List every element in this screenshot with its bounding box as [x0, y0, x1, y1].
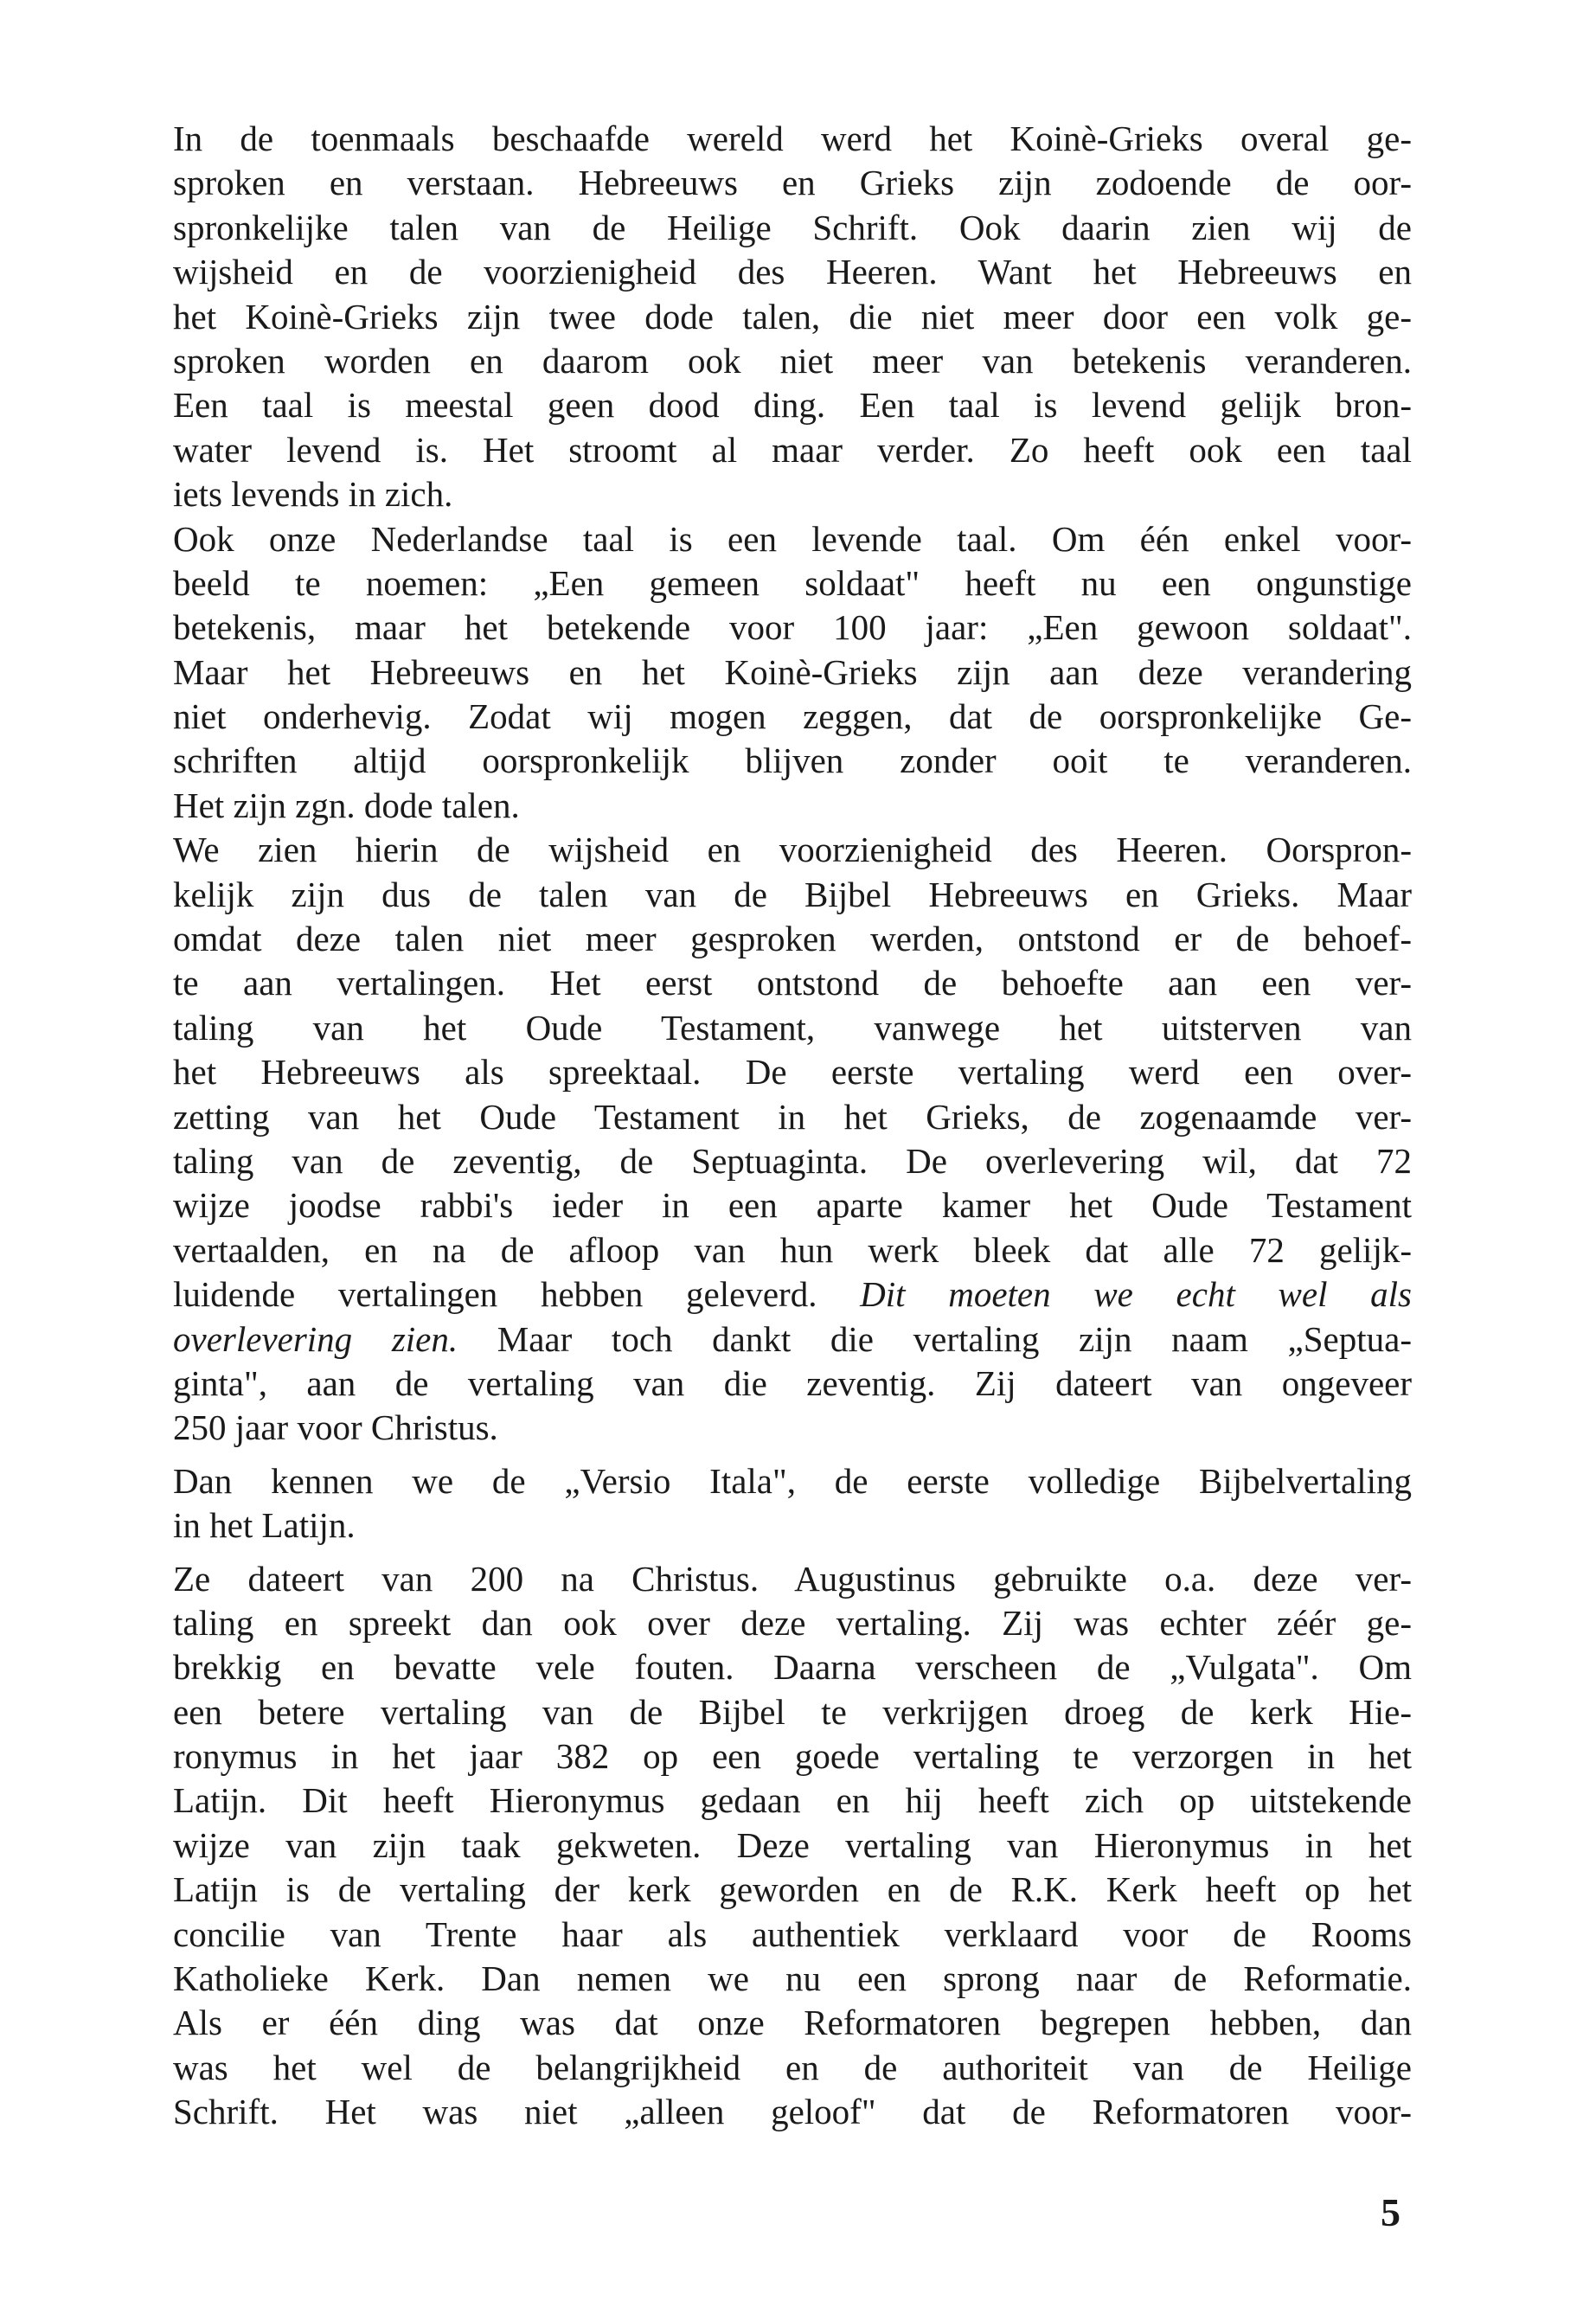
- text-line: sproken worden en daarom ook niet meer van betekenis veranderen.: [173, 340, 1412, 381]
- text-line: wijze van zijn taak gekweten. Deze vertaling van Hieronymus in het: [173, 1824, 1412, 1865]
- text-line: spronkelijke talen van de Heilige Schrift. Ook daarin zien wij de: [173, 207, 1412, 247]
- body-text: [173, 117, 1412, 2135]
- italic-segment: Dit moeten we echt wel als: [860, 1274, 1413, 1315]
- text-line: taling en spreekt dan ook over deze vertaling. Zij was echter zéér ge-: [173, 1602, 1412, 1643]
- text-line: Als er één ding was dat onze Reformatoren begrepen hebben, dan: [173, 2003, 1412, 2043]
- text-line: water levend is. Het stroomt al maar verder. Zo heeft ook een taal: [173, 429, 1412, 470]
- text-line: taling van het Oude Testament, vanwege het uitsterven van: [173, 1007, 1412, 1048]
- paragraph-gap: [173, 1451, 1412, 1459]
- page-number: 5: [1381, 2190, 1401, 2234]
- paragraph-1: [173, 117, 1412, 517]
- text-line: Ook onze Nederlandse taal is een levende taal. Om één enkel voor-: [173, 518, 1412, 559]
- text-line: iets levends in zich.: [173, 474, 453, 515]
- text-line: concilie van Trente haar als authentiek verklaard voor de Rooms: [173, 1913, 1412, 1954]
- paragraph-4: [173, 1459, 1412, 1548]
- paragraph-2: [173, 517, 1412, 829]
- text-line: te aan vertalingen. Het eerst ontstond de behoefte aan een ver-: [173, 963, 1412, 1003]
- text-line: in het Latijn.: [173, 1505, 356, 1546]
- text-line: vertaalden, en na de afloop van hun werk bleek dat alle 72 gelijk-: [173, 1229, 1412, 1270]
- text-line: Latijn is de vertaling der kerk geworden en de R.K. Kerk heeft op het: [173, 1869, 1412, 1910]
- text-segment: Maar toch dankt die vertaling zijn naam „Septua-: [497, 1318, 1413, 1359]
- text-line: Het zijn zgn. dode talen.: [173, 785, 520, 825]
- text-line: wijsheid en de voorzienigheid des Heeren. Want het Hebreeuws en: [173, 252, 1412, 292]
- text-line: Ze dateert van 200 na Christus. Augustinus gebruikte o.a. deze ver-: [173, 1558, 1412, 1599]
- text-line: Dan kennen we de „Versio Itala", de eerste volledige Bijbelvertaling: [173, 1460, 1412, 1501]
- text-line: We zien hierin de wijsheid en voorzienigheid des Heeren. Oorspron-: [173, 830, 1412, 870]
- text-line: Latijn. Dit heeft Hieronymus gedaan en hij heeft zich op uitstekende: [173, 1780, 1412, 1821]
- text-line: ronymus in het jaar 382 op een goede vertaling te verzorgen in het: [173, 1736, 1412, 1777]
- text-line: wijze joodse rabbi's ieder in een aparte kamer het Oude Testament: [173, 1185, 1412, 1226]
- text-line: Een taal is meestal geen dood ding. Een taal is levend gelijk bron-: [173, 385, 1412, 426]
- paragraph-3: [173, 828, 1412, 1450]
- text-line: taling van de zeventig, de Septuaginta. De overlevering wil, dat 72: [173, 1140, 1412, 1181]
- text-line: het Koinè-Grieks zijn twee dode talen, die niet meer door een volk ge-: [173, 296, 1412, 336]
- text-line: omdat deze talen niet meer gesproken werden, ontstond er de behoef-: [173, 919, 1412, 959]
- text-line: In de toenmaals beschaafde wereld werd het Koinè-Grieks overal ge-: [173, 119, 1412, 158]
- text-line: 250 jaar voor Christus.: [173, 1407, 498, 1448]
- text-line: zetting van het Oude Testament in het Grieks, de zogenaamde ver-: [173, 1096, 1412, 1137]
- text-line: Schrift. Het was niet „alleen geloof" dat de Reformatoren voor-: [173, 2092, 1412, 2132]
- paragraph-5: [173, 1557, 1412, 2135]
- text-line: was het wel de belangrijkheid en de authoriteit van de Heilige: [173, 2047, 1412, 2087]
- text-line: kelijk zijn dus de talen van de Bijbel Hebreeuws en Grieks. Maar: [173, 874, 1412, 914]
- text-line: brekkig en bevatte vele fouten. Daarna verscheen de „Vulgata". Om: [173, 1647, 1412, 1688]
- text-line: een betere vertaling van de Bijbel te verkrijgen droeg de kerk Hie-: [173, 1691, 1412, 1732]
- text-line: schriften altijd oorspronkelijk blijven zonder ooit te veranderen.: [173, 740, 1412, 781]
- text-line-mixed: [173, 1317, 1412, 1362]
- text-line: betekenis, maar het betekende voor 100 jaar: „Een gewoon soldaat".: [173, 607, 1412, 648]
- text-line: Katholieke Kerk. Dan nemen we nu een sprong naar de Reformatie.: [173, 1958, 1412, 1999]
- text-line: sproken en verstaan. Hebreeuws en Grieks zijn zodoende de oor-: [173, 163, 1412, 203]
- text-line: Maar het Hebreeuws en het Koinè-Grieks zijn aan deze verandering: [173, 651, 1412, 692]
- text-line: ginta", aan de vertaling van die zeventig. Zij dateert van ongeveer: [173, 1362, 1412, 1403]
- italic-segment: overlevering zien.: [173, 1318, 458, 1359]
- text-segment: luidende vertalingen hebben geleverd.: [173, 1274, 817, 1315]
- text-line: beeld te noemen: „Een gemeen soldaat" heeft nu een ongunstige: [173, 562, 1412, 603]
- text-line-mixed: [173, 1272, 1412, 1317]
- text-line: niet onderhevig. Zodat wij mogen zeggen, dat de oorspronkelijke Ge-: [173, 696, 1412, 737]
- paragraph-gap: [173, 1548, 1412, 1557]
- text-line: het Hebreeuws als spreektaal. De eerste vertaling werd een over-: [173, 1052, 1412, 1093]
